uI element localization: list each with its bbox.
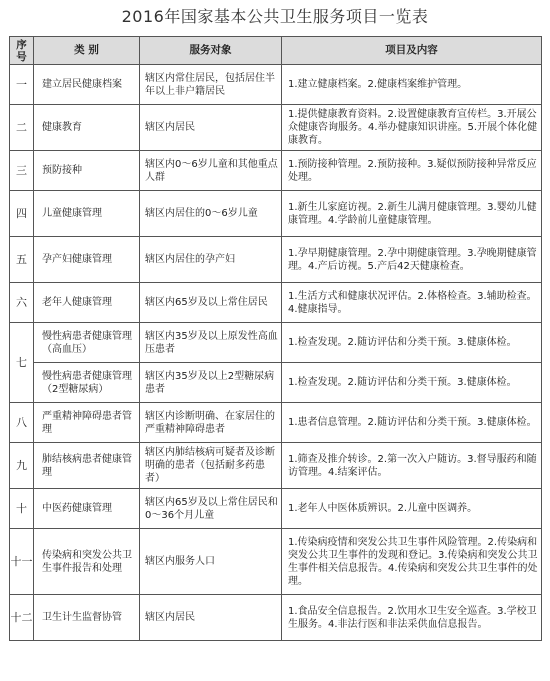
row-category: 建立居民健康档案 (34, 65, 140, 105)
row-target: 辖区内诊断明确、在家居住的严重精神障碍患者 (140, 403, 282, 443)
row-category: 传染病和突发公共卫生事件报告和处理 (34, 529, 140, 595)
row-target: 辖区内服务人口 (140, 529, 282, 595)
row-target: 辖区内35岁及以上2型糖尿病患者 (140, 363, 282, 403)
row-category: 老年人健康管理 (34, 283, 140, 323)
row-content: 1.检查发现。2.随访评估和分类干预。3.健康体检。 (282, 363, 542, 403)
header-seq: 序号 (10, 37, 34, 65)
table-row (10, 363, 542, 403)
table-row (10, 151, 542, 191)
row-content: 1.建立健康档案。2.健康档案维护管理。 (282, 65, 542, 105)
row-seq: 七 (10, 323, 34, 403)
row-content: 1.患者信息管理。2.随访评估和分类干预。3.健康体检。 (282, 403, 542, 443)
row-seq: 六 (10, 283, 34, 323)
row-seq: 十 (10, 489, 34, 529)
row-content: 1.预防接种管理。2.预防接种。3.疑似预防接种异常反应处理。 (282, 151, 542, 191)
row-target: 辖区内35岁及以上原发性高血压患者 (140, 323, 282, 363)
row-target: 辖区内肺结核病可疑者及诊断明确的患者（包括耐多药患者） (140, 443, 282, 489)
row-seq: 三 (10, 151, 34, 191)
row-content: 1.生活方式和健康状况评估。2.体格检查。3.辅助检查。4.健康指导。 (282, 283, 542, 323)
row-category: 卫生计生监督协管 (34, 595, 140, 641)
header-category: 类 别 (34, 37, 140, 65)
table-row (10, 65, 542, 105)
table-row (10, 191, 542, 237)
table-row (10, 403, 542, 443)
row-category: 严重精神障碍患者管理 (34, 403, 140, 443)
table-row (10, 105, 542, 151)
row-category: 肺结核病患者健康管理 (34, 443, 140, 489)
row-seq: 四 (10, 191, 34, 237)
row-content: 1.提供健康教育资料。2.设置健康教育宣传栏。3.开展公众健康咨询服务。4.举办健康知识讲座。5.开展个体化健康教育。 (282, 105, 542, 151)
row-seq: 十二 (10, 595, 34, 641)
row-category: 孕产妇健康管理 (34, 237, 140, 283)
table-row (10, 489, 542, 529)
table-row (10, 237, 542, 283)
row-content: 1.传染病疫情和突发公共卫生事件风险管理。2.传染病和突发公共卫生事件的发现和登记。3.传染病和突发公共卫生事件相关信息报告。4.传染病和突发公共卫生事件的处理。 (282, 529, 542, 595)
row-seq: 二 (10, 105, 34, 151)
row-target: 辖区内65岁及以上常住居民 (140, 283, 282, 323)
services-table (9, 36, 542, 641)
header-row (10, 37, 542, 65)
row-category: 预防接种 (34, 151, 140, 191)
row-target: 辖区内居民 (140, 105, 282, 151)
row-category: 健康教育 (34, 105, 140, 151)
row-content: 1.筛查及推介转诊。2.第一次入户随访。3.督导服药和随访管理。4.结案评估。 (282, 443, 542, 489)
row-content: 1.新生儿家庭访视。2.新生儿满月健康管理。3.婴幼儿健康管理。4.学龄前儿童健康管理。 (282, 191, 542, 237)
row-seq: 十一 (10, 529, 34, 595)
row-seq: 五 (10, 237, 34, 283)
row-content: 1.老年人中医体质辨识。2.儿童中医调养。 (282, 489, 542, 529)
row-category: 儿童健康管理 (34, 191, 140, 237)
row-category: 中医药健康管理 (34, 489, 140, 529)
row-target: 辖区内0～6岁儿童和其他重点人群 (140, 151, 282, 191)
row-category: 慢性病患者健康管理（高血压） (34, 323, 140, 363)
row-seq: 一 (10, 65, 34, 105)
row-content: 1.检查发现。2.随访评估和分类干预。3.健康体检。 (282, 323, 542, 363)
row-category: 慢性病患者健康管理（2型糖尿病） (34, 363, 140, 403)
row-target: 辖区内居住的0～6岁儿童 (140, 191, 282, 237)
row-seq: 八 (10, 403, 34, 443)
table-row (10, 443, 542, 489)
page-title: 2016年国家基本公共卫生服务项目一览表 (121, 7, 429, 26)
row-content: 1.食品安全信息报告。2.饮用水卫生安全巡查。3.学校卫生服务。4.非法行医和非法采供血信息报告。 (282, 595, 542, 641)
row-target: 辖区内居民 (140, 595, 282, 641)
header-content: 项目及内容 (282, 37, 542, 65)
row-target: 辖区内常住居民，包括居住半年以上非户籍居民 (140, 65, 282, 105)
row-target: 辖区内65岁及以上常住居民和0～36个月儿童 (140, 489, 282, 529)
table-row (10, 529, 542, 595)
table-row (10, 595, 542, 641)
header-target: 服务对象 (140, 37, 282, 65)
row-target: 辖区内居住的孕产妇 (140, 237, 282, 283)
table-row (10, 323, 542, 363)
row-seq: 九 (10, 443, 34, 489)
table-row (10, 283, 542, 323)
row-content: 1.孕早期健康管理。2.孕中期健康管理。3.孕晚期健康管理。4.产后访视。5.产后42天健康检查。 (282, 237, 542, 283)
